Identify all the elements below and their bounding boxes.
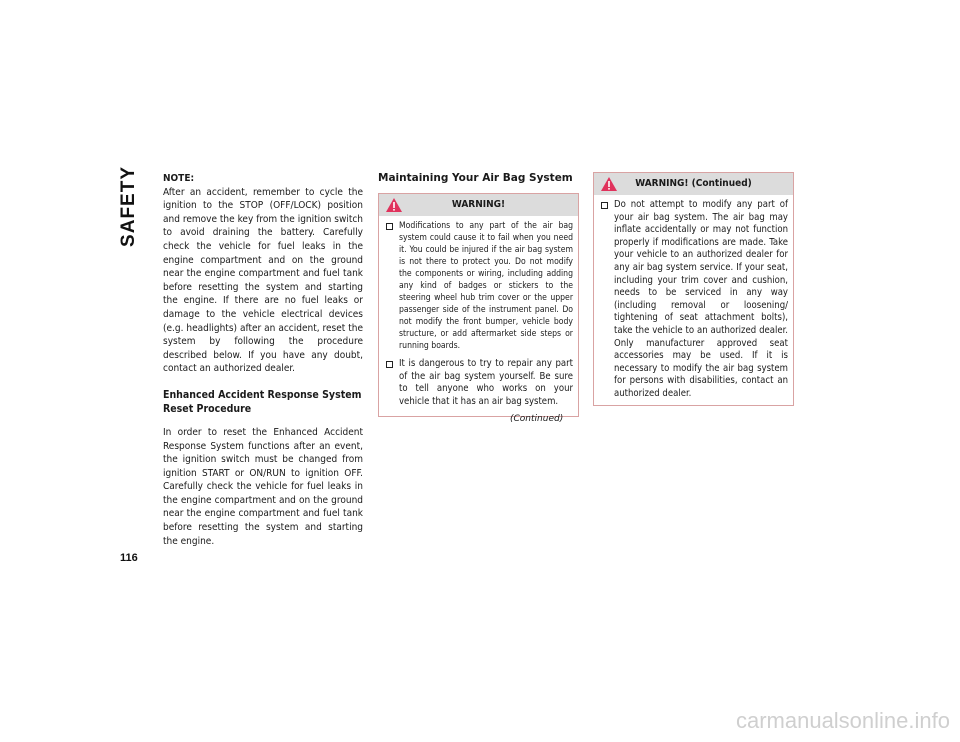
warning-header — [594, 173, 793, 195]
bullet-text: Do not attempt to modify any part of your air bag system. The air bag may inflate accidentally or may not function properly if modifications are made. Take your vehicle to an authorized dealer for any air bag system service. If your seat, including your trim cover and cushion, needs to be serviced in any way (including removal or loosening/ tightening of seat attachment bolts), take the vehicle to an authorized dealer. Only manufacturer approved seat accessories may be used. If it is necessary to modify the air bag system for persons with disabilities, contact an authorized dealer. — [614, 199, 788, 399]
bullet-text: Modifications to any part of the air bag system could cause it to fail when you need it. You could be injured if the air bag system is not there to protect you. Do not modify the components or wiring, including adding any kind of badges or stickers to the steering wheel hub trim cover or the upper passenger side of the instrument panel. Do not modify the front bumper, vehicle body structure, or add aftermarket side steps or running boards. — [399, 221, 573, 351]
bullet-square-icon — [601, 202, 608, 209]
bullet-text: It is dangerous to try to repair any part of the air bag system yourself. Be sure to tell anyone who works on your vehicle that it has an air bag system. — [399, 358, 573, 407]
warning-title: WARNING! (Continued) — [635, 178, 752, 189]
warning-header — [379, 194, 578, 216]
continued-label: (Continued) — [510, 414, 564, 424]
bullet-square-icon — [386, 223, 393, 230]
reset-procedure-heading: Enhanced Accident Response System Reset Procedure — [163, 388, 362, 415]
bullet-square-icon — [386, 361, 393, 368]
warning-bullet — [384, 220, 573, 352]
warning-continued-box — [593, 172, 794, 406]
note-text: After an accident, remember to cycle the ignition to the STOP (OFF/LOCK) position and remove the key from the ignition switch to avoid draining the battery. Carefully check the vehicle for fuel leaks in the engine compartment and on the ground near the engine compartment and fuel tank before resetting the system and starting the engine. If there are no fuel leaks or damage to the vehicle electrical devices (e.g. headlights) after an accident, reset the system by following the procedure described below. If you have any doubt, contact an authorized dealer. — [163, 186, 363, 375]
warning-triangle-icon — [385, 197, 403, 213]
section-tab: SAFETY — [118, 166, 139, 247]
reset-procedure-body: In order to reset the Enhanced Accident Response System functions after an event, the ignition switch must be changed from ignition START or ON/RUN to ignition OFF. Carefully check the vehicle for fuel leaks in the engine compartment and on the ground near the engine compartment and fuel tank before resetting the system and starting the engine. — [163, 426, 363, 547]
watermark: carmanualsonline.info — [735, 708, 950, 733]
warning-bullet — [384, 358, 573, 408]
warning-bullet — [599, 199, 788, 401]
page-number: 116 — [120, 552, 138, 564]
airbag-maintenance-heading: Maintaining Your Air Bag System — [378, 172, 573, 184]
warning-box — [378, 193, 579, 417]
warning-triangle-icon — [600, 176, 618, 192]
note-label: NOTE: — [163, 173, 195, 184]
left-column — [163, 172, 363, 548]
warning-title: WARNING! — [451, 199, 506, 210]
